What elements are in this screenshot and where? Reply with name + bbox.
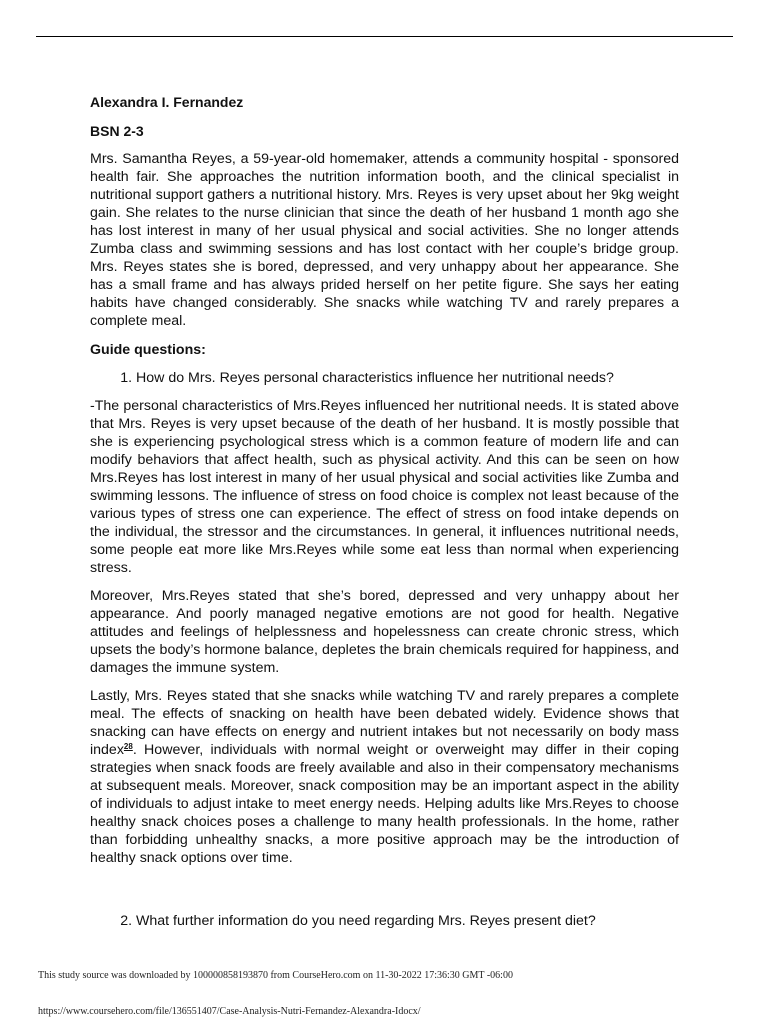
citation-reference[interactable]: 28 [123,742,133,751]
answer-paragraph-1: -The personal characteristics of Mrs.Reyes influenced her nutritional needs. It is stated above that Mrs. Reyes is very upset because of the death of her husband. It is mostly possible that she is experiencing psychological stress which is a common feature of modern life and can modify behaviors that affect health, such as physical activity. And this can be seen on how Mrs.Reyes has lost interest in many of her usual physical and social activities like Zumba and swimming lessons. The influence of stress on food choice is complex not least because of the various types of stress one can experience. The effect of stress on food intake depends on the individual, the stressor and the circumstances. In general, it influences nutritional needs, some people eat more like Mrs.Reyes while some eat less than normal when experiencing stress. [90,398,679,576]
answer-paragraph-3-text-b: . However, individuals with normal weight or overweight may differ in their coping strategies when snack foods are freely available and also in their compensatory mechanisms at subsequent meals. Moreover, snack composition may be an important aspect in the ability of individuals to adjust intake to meet energy needs. Helping adults like Mrs.Reyes to choose healthy snack choices poses a challenge to many health professionals. In the home, rather than forbidding unhealthy snacks, a more positive approach may be the introduction of healthy snack options over time. [90,742,679,866]
answer-paragraph-3-text-a: Lastly, Mrs. Reyes stated that she snacks while watching TV and rarely prepares a complete meal. The effects of snacking on health have been debated widely. Evidence shows that snacking can have effects on energy and nutrient intakes but not necessarily on body mass index [90,688,679,758]
case-paragraph: Mrs. Samantha Reyes, a 59-year-old homemaker, attends a community hospital - sponsored health fair. She approaches the nutrition information booth, and the clinical specialist in nutritional support gathers a nutritional history. Mrs. Reyes is very upset about her 9kg weight gain. She relates to the nurse clinician that since the death of her husband 1 month ago she has lost interest in many of her usual physical and social activities. She no longer attends Zumba class and swimming sessions and has lost contact with her couple’s bridge group. Mrs. Reyes states she is bored, depressed, and very unhappy about her appearance. She has a small frame and has always prided herself on her petite figure. She says her eating habits have changed considerably. She snacks while watching TV and rarely prepares a complete meal. [90,151,679,329]
class-section: BSN 2-3 [90,123,144,139]
question-1: 1. How do Mrs. Reyes personal characteristics influence her nutritional needs? [136,369,679,387]
question-2: 2. What further information do you need regarding Mrs. Reyes present diet? [136,912,679,930]
author-name: Alexandra I. Fernandez [90,94,244,110]
guide-questions-heading: Guide questions: [90,342,206,358]
source-url[interactable]: https://www.coursehero.com/file/136551407/Case-Analysis-Nutri-Fernandez-Alexandra-Idocx/ [38,1006,421,1017]
download-notice: This study source was downloaded by 100000858193870 from CourseHero.com on 11-30-2022 17:36:30 GMT -06:00 [38,970,513,981]
answer-paragraph-3 [90,687,679,867]
question-list-1 [90,369,679,387]
document-body [90,93,679,930]
header-rule [36,36,733,37]
question-list-2 [90,912,679,930]
answer-paragraph-2: Moreover, Mrs.Reyes stated that she’s bored, depressed and very unhappy about her appearance. And poorly managed negative emotions are not good for health. Negative attitudes and feelings of helplessness and hopelessness can create chronic stress, which upsets the body’s hormone balance, depletes the brain chemicals required for happiness, and damages the immune system. [90,588,679,676]
